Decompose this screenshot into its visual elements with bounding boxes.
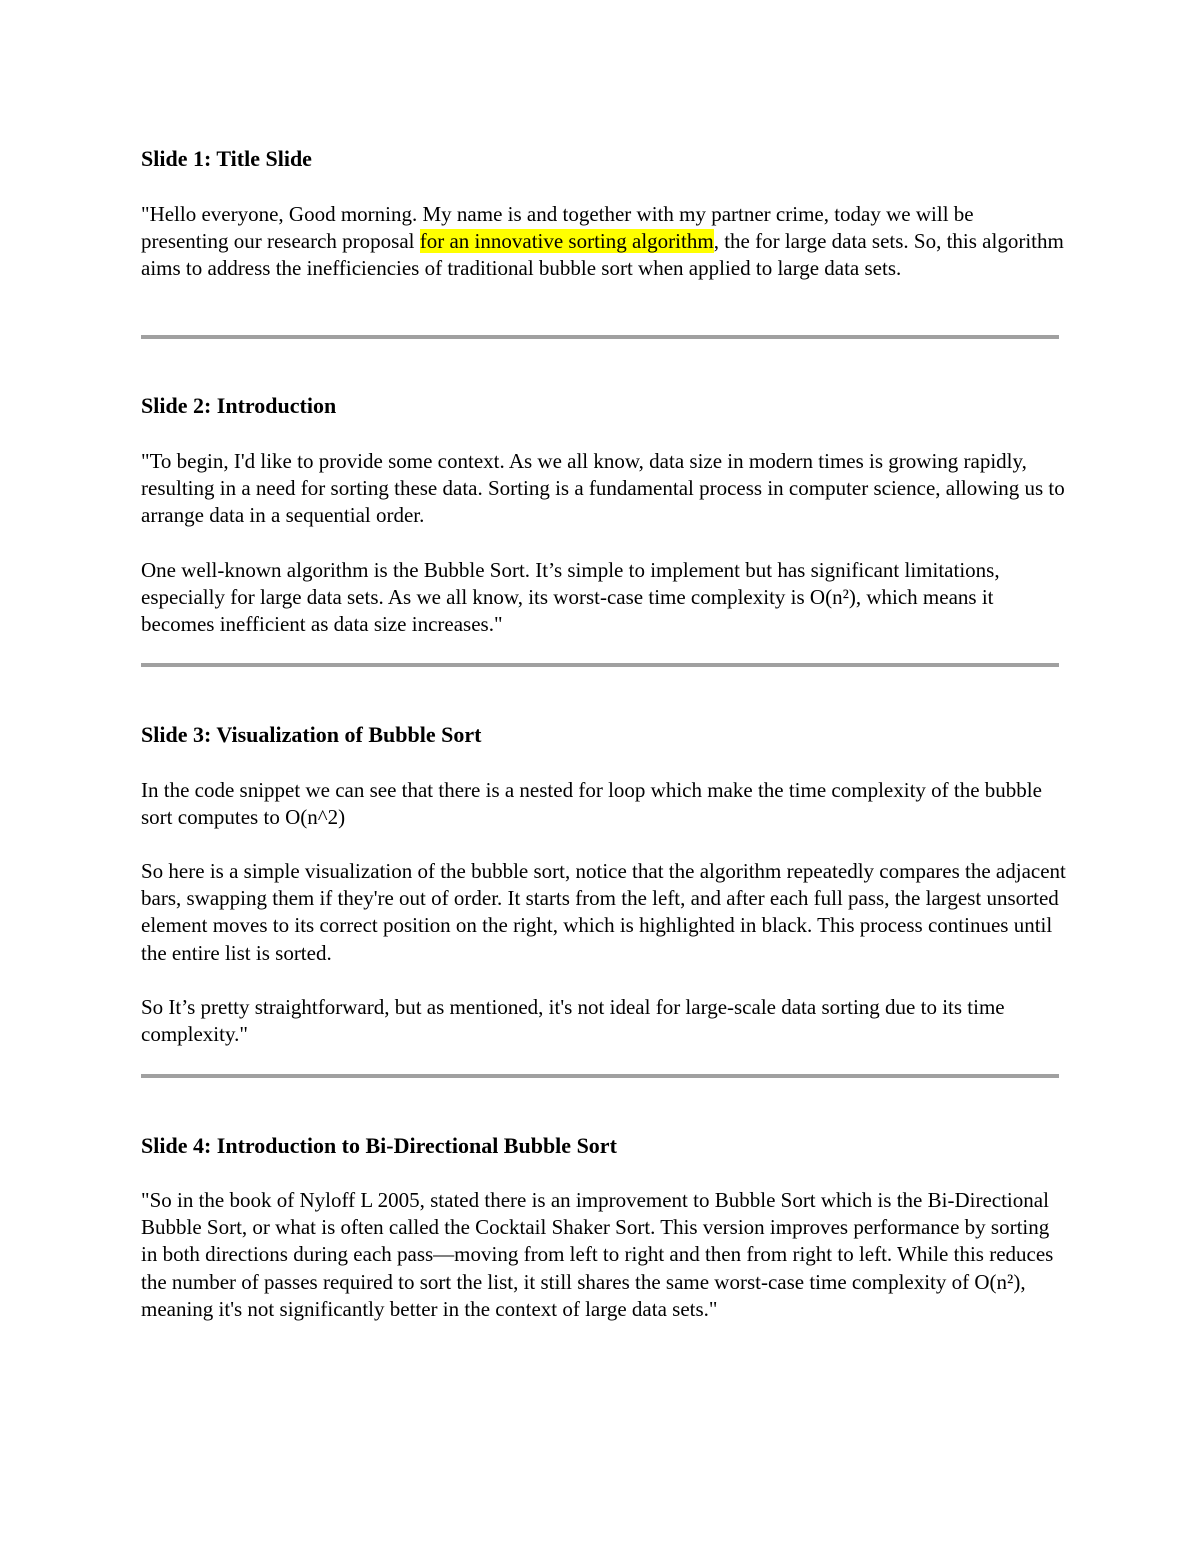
slide-3-paragraph-1: In the code snippet we can see that there is a nested for loop which make the time complexity of the bubble sort computes to O(n^2) [141,778,1042,830]
slide-1-text-before: "Hello everyone, Good morning. My name is and together with my partner crime, today we will be presenting our research proposal [141,202,974,254]
horizontal-rule [141,663,1059,667]
slide-1-paragraph [141,201,1066,283]
slide-1-text-after: , the for large data sets. So, this algorithm aims to address the inefficiencies of traditional bubble sort when applied to large data sets. [141,229,1064,281]
slide-3-paragraph-3: So It’s pretty straightforward, but as mentioned, it's not ideal for large-scale data sorting due to its time complexity." [141,995,1005,1047]
slide-2-paragraph-2: One well-known algorithm is the Bubble Sort. It’s simple to implement but has significant limitations, especially for large data sets. As we all know, its worst-case time complexity is O(n²), which means it becomes inefficient as data size increases." [141,558,1000,637]
horizontal-rule [141,1074,1059,1078]
slide-1-heading: Slide 1: Title Slide [141,146,312,171]
slide-4-paragraph: "So in the book of Nyloff L 2005, stated there is an improvement to Bubble Sort which is the Bi-Directional Bubble Sort, or what is often called the Cocktail Shaker Sort. This version improves performance by sorting in both directions during each pass—moving from left to right and then from right to left. While this reduces the number of passes required to sort the list, it still shares the same worst-case time complexity of O(n²), meaning it's not significantly better in the context of large data sets." [141,1188,1054,1321]
slide-2-heading: Slide 2: Introduction [141,393,337,418]
slide-4-heading: Slide 4: Introduction to Bi-Directional Bubble Sort [141,1133,617,1158]
slide-3-paragraph-2: So here is a simple visualization of the bubble sort, notice that the algorithm repeatedly compares the adjacent bars, swapping them if they're out of order. It starts from the left, and after each full pass, the largest unsorted element moves to its correct position on the right, which is highlighted in black. This process continues until the entire list is sorted. [141,859,1066,965]
horizontal-rule [141,335,1059,339]
slide-2-paragraph-1: "To begin, I'd like to provide some context. As we all know, data size in modern times is growing rapidly, resulting in a need for sorting these data. Sorting is a fundamental process in computer science, allowing us to arrange data in a sequential order. [141,449,1065,528]
slide-3-heading: Slide 3: Visualization of Bubble Sort [141,722,482,747]
highlighted-text: for an innovative sorting algorithm [419,229,714,254]
